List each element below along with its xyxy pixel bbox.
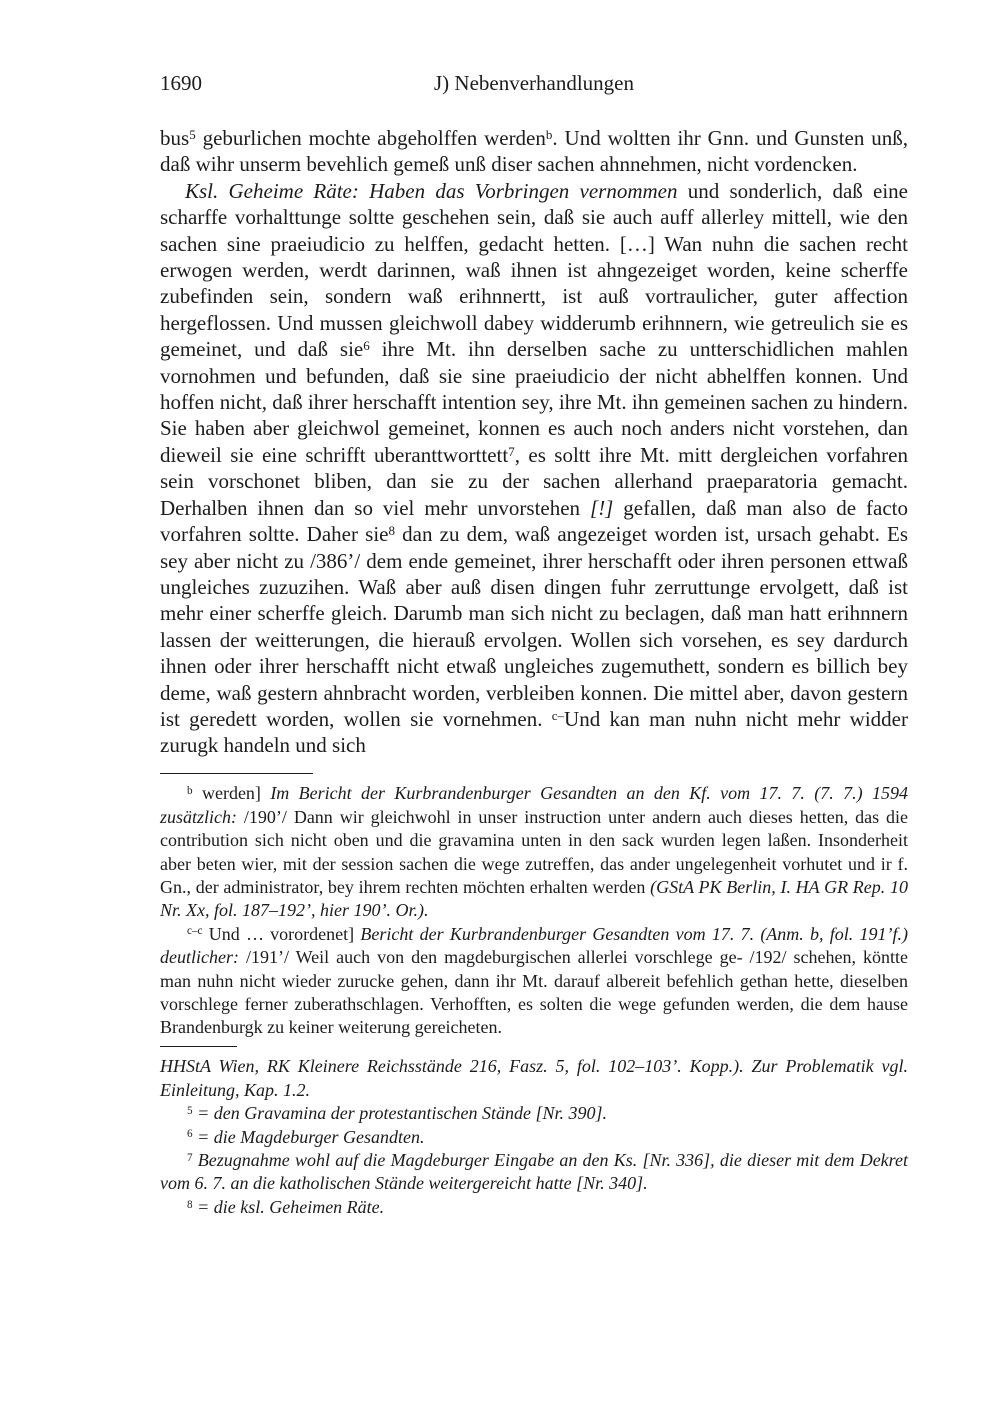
text-run: = die ksl. Geheimen Räte. — [192, 1196, 385, 1217]
footnote-continuation-rule — [160, 1046, 237, 1048]
text-column — [160, 0, 908, 1219]
footnote-8 — [160, 1196, 908, 1219]
footnote-marker: c–c — [187, 925, 203, 938]
footnote-5 — [160, 1102, 908, 1125]
text-run: Bericht der Kurbrandenburger Gesandten vom 17. 7. (Anm. b, fol. 191’f.) deutlicher: — [160, 923, 908, 968]
text-run: /190’/ Dann wir gleichwohl in unser instruction unter andern auch dieses hetten, das die contribution sich nicht oben und die gravamina unten in den sack wurden legen laßen. Insonderheit aber beten wier, mit der session sachen die wege zutreffen, das ander ungelegenheit vorhutet und ir f. Gn., der administrator, bey ihrem rechten möchten erhalten werden — [160, 806, 908, 897]
footnotes-section — [160, 1055, 908, 1219]
text-run: Und kan man nuhn nicht mehr widder zurugk handeln und sich — [160, 706, 908, 758]
footnote-marker: 8 — [187, 1198, 193, 1211]
footnote-marker: 8 — [388, 522, 395, 538]
footnote-marker: 7 — [508, 443, 515, 459]
text-run: [!] — [590, 495, 614, 520]
text-run: (GStA PK Berlin, I. HA GR Rep. 10 Nr. Xx, fol. 187–192’, hier 190’. Or.). — [160, 876, 908, 921]
text-run: . Und woltten ihr Gnn. und Gunsten unß, daß wihr unserm bevehlich gemeß unß diser sachen ahnnehmen, nicht vordencken. — [160, 126, 908, 177]
main-text — [160, 125, 908, 759]
text-run: bus — [160, 126, 190, 150]
critical-apparatus — [160, 782, 908, 1039]
text-run: = die Magdeburger Gesandten. — [192, 1126, 425, 1147]
text-run: HHStA Wien, RK Kleinere Reichsstände 216, Fasz. 5, fol. 102–103’. Kopp.). Zur Problematik vgl. Einleitung, Kap. 1.2. — [160, 1056, 908, 1100]
text-run: Ksl. Geheime Räte: Haben das Vorbringen vernommen — [185, 178, 678, 203]
footnote-marker: b — [545, 126, 553, 142]
text-run: gefallen, daß man also de facto vorfahren soltte. Daher sie — [160, 495, 909, 547]
text-run: ihre Mt. ihn derselben sache zu untterschidlichen mahlen vornohmen und befunden, daß sie sine praeiudicio der nicht abhelffen konnen. Und hoffen nicht, daß ihrer herschafft intention sey, ihre Mt. ihn gemeinen sachen zu hindern. Sie haben aber gleichwol gemeinet, konnen es auch noch anders nicht vorstehen, dan dieweil sie eine schrifft uberanttworttett — [160, 337, 908, 467]
apparatus-note-b — [160, 782, 908, 922]
footnote-marker: c– — [551, 707, 565, 723]
paragraph-geheime-raete — [160, 178, 908, 759]
footnote-continuation — [160, 1055, 908, 1102]
text-run: Und … vorordenet] — [202, 923, 361, 944]
footnote-marker: 6 — [363, 338, 370, 354]
text-run: /191’/ Weil auch von den magdeburgischen allerlei vorschlege ge- /192/ schehen, köntte man nuhn nicht wieder zurucke gehen, dann ihr Mt. darauf albereit befehlich gethan hette, dieselben vorschlege ferner zuberathschlagen. Verhofften, es solten die wege gefunden werden, die dem hause Brandenburgk zu keiner weiterung gereicheten. — [160, 947, 908, 1038]
text-run: werden] — [192, 783, 271, 804]
running-head: J) Nebenverhandlungen — [433, 71, 634, 95]
footnote-marker: 5 — [187, 1104, 193, 1117]
apparatus-note-c — [160, 923, 908, 1040]
footnote-6 — [160, 1126, 908, 1149]
apparatus-rule — [160, 773, 313, 775]
text-run: , es soltt ihre Mt. mitt dergleichen vorfahren sein vorschonet bliben, dan sie zu der sachen allerhand praeparatoria gemacht. Derhalben ihnen dan so viel mehr unvorstehen — [160, 442, 908, 520]
text-run: Im Bericht der Kurbrandenburger Gesandten an den Kf. vom 17. 7. (7. 7.) 1594 zusätzlich: — [160, 783, 909, 827]
text-run: geburlichen mochte abgeholffen werden — [195, 126, 546, 150]
footnote-marker: b — [187, 785, 193, 797]
page-header — [160, 0, 908, 97]
text-run: Bezugnahme wohl auf die Magdeburger Eingabe an den Ks. [Nr. 336], die dieser mit dem Dekret vom 6. 7. an die katholischen Stände weitergereicht hatte [Nr. 340]. — [160, 1150, 908, 1194]
text-run: = den Gravamina der protestantischen Stände [Nr. 390]. — [192, 1103, 608, 1124]
paragraph-continuation — [160, 125, 908, 178]
page-number: 1690 — [160, 71, 202, 95]
footnote-marker: 6 — [187, 1128, 193, 1141]
footnote-7 — [160, 1149, 908, 1196]
text-run: und sonderlich, daß eine scharffe vorhalttunge soltte geschehen sein, daß sie auch auff allerley mittell, wie den sachen sine praeiudicio zu helffen, gedacht hetten. […] Wan nuhn die sachen recht erwogen werden, werdt darinnen, waß ihnen ist ahngezeiget worden, keine scherffe zubefinden sein, sondern waß erihnnertt, ist auß vortraulicher, guter affection hergeflossen. Und mussen gleichwoll dabey widderumb erihnnern, wie getreulich sie es gemeinet, und daß sie — [160, 178, 908, 362]
footnote-marker: 5 — [189, 126, 196, 142]
text-run: dan zu dem, waß angezeiget worden ist, ursach gehabt. Es sey aber nicht zu /386’/ dem ende gemeinet, ihrer herschafft oder ihren personen ettwaß ungleiches zuzuzihen. Waß aber auß disen dingen fuhr zerruttunge ervolgett, daß ist mehr einer scherffe gleich. Darumb man sich nicht zu beclagen, daß man hatt erihnnern lassen der weitterungen, die hierauß ervolgen. Wollen sich vorsehen, es sey dardurch ihnen oder ihrer herschafft nicht etwaß ungleiches zugemuthett, sondern es billich bey deme, waß gestern ahnbracht worden, verbleiben konnen. Die mittel aber, davon gestern ist geredett worden, wollen sie vornehmen. — [160, 522, 908, 731]
footnote-marker: 7 — [187, 1151, 193, 1164]
